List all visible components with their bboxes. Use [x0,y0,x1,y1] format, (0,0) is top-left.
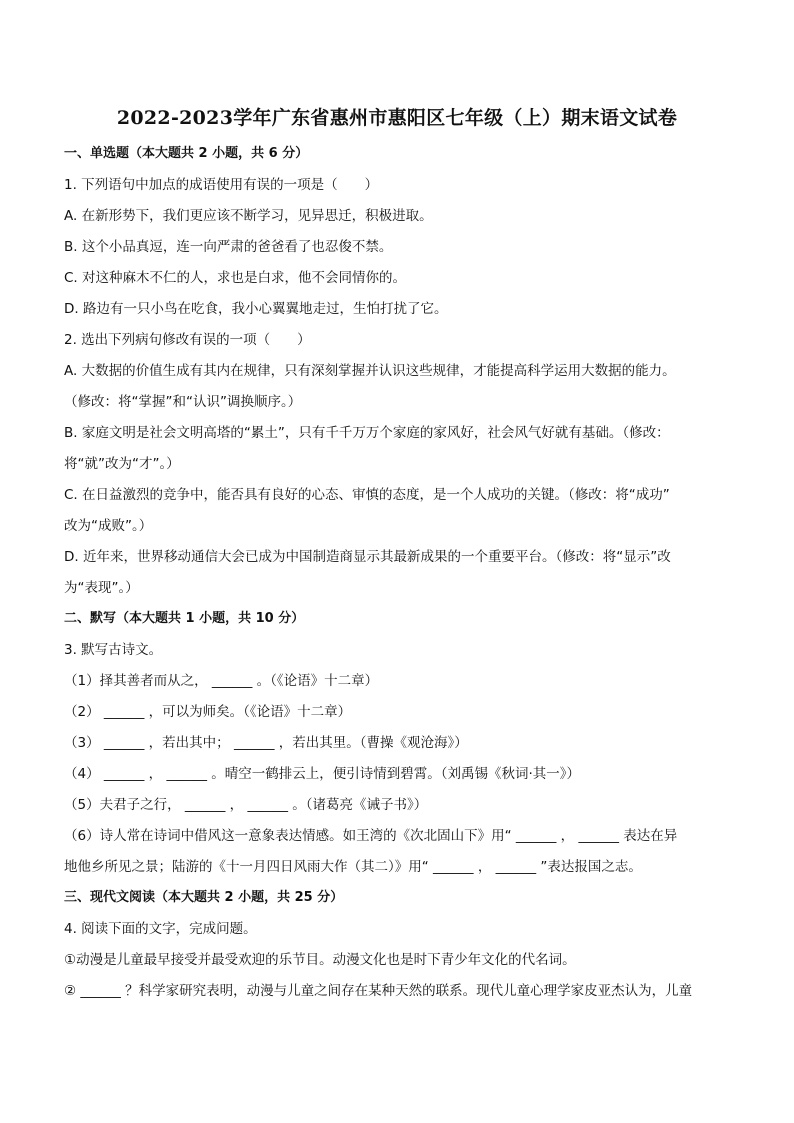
text-line: 为“表现”。） [64,580,139,596]
text-line: A. 大数据的价值生成有其内在规律，只有深刻掌握并认识这些规律，才能提高科学运用大数据的能力。 [64,363,676,379]
text-line: 改为“成败”。） [64,518,153,534]
text-line: （6）诗人常在诗词中借风这一意象表达情感。如王湾的《次北固山下》用“ ______ ， ______ 表达在异 [64,828,678,844]
text-line: （5）夫君子之行， ______ ， ______ 。（诸葛亮《诫子书》） [64,797,428,813]
text-line: （4） ______ ， ______ 。晴空一鹤排云上，便引诗情到碧霄。（刘禹锡《秋词·其一》） [64,766,581,782]
text-line: 1. 下列语句中加点的成语使用有误的一项是（ ） [64,177,379,193]
text-line: （1）择其善者而从之， ______ 。（《论语》十二章） [64,673,379,689]
text-line: （2） ______ ，可以为师矣。（《论语》十二章） [64,704,352,720]
text-line: B. 这个小品真逗，连一向严肃的爸爸看了也忍俊不禁。 [64,239,393,255]
text-line: ①动漫是儿童最早接受并最受欢迎的乐节目。动漫文化也是时下青少年文化的代名词。 [64,952,576,968]
text-line: （3） ______ ，若出其中； ______ ，若出其里。（曹操《观沧海》） [64,735,468,751]
text-line: 4. 阅读下面的文字，完成问题。 [64,921,257,937]
text-line: ② ______ ？科学家研究表明，动漫与儿童之间存在某种天然的联系。现代儿童心理学家皮亚杰认为，儿童 [64,983,693,999]
text-line: B. 家庭文明是社会文明高塔的“累土”，只有千千万万个家庭的家风好，社会风气好就有基础。（修改： [64,425,670,441]
text-line: 地他乡所见之景；陆游的《十一月四日风雨大作（其二）》用“ ______ ， ______ ”表达报国之志。 [64,859,642,875]
text-line: 2. 选出下列病句修改有误的一项（ ） [64,332,311,348]
page-title: 2022-2023学年广东省惠州市惠阳区七年级（上）期末语文试卷 [116,107,678,129]
text-line: （修改：将“掌握”和“认识”调换顺序。） [64,394,302,410]
text-line: A. 在新形势下，我们更应该不断学习，见异思迁，积极进取。 [64,208,433,224]
text-line: C. 对这种麻木不仁的人，求也是白求，他不会同情你的。 [64,270,407,286]
text-line: C. 在日益激烈的竞争中，能否具有良好的心态、审慎的态度，是一个人成功的关键。（修改：将“成功” [64,487,670,503]
section-heading: 三、现代文阅读（本大题共 2 小题，共 25 分） [64,890,344,905]
section-heading: 二、默写（本大题共 1 小题，共 10 分） [64,611,305,626]
section-heading: 一、单选题（本大题共 2 小题，共 6 分） [64,146,309,161]
text-line: 将“就”改为“才”。） [64,456,180,472]
text-line: D. 路边有一只小鸟在吃食，我小心翼翼地走过，生怕打扰了它。 [64,301,448,317]
text-line: 3. 默写古诗文。 [64,642,163,658]
text-line: D. 近年来，世界移动通信大会已成为中国制造商显示其最新成果的一个重要平台。（修改：将“显示”改 [64,549,671,565]
